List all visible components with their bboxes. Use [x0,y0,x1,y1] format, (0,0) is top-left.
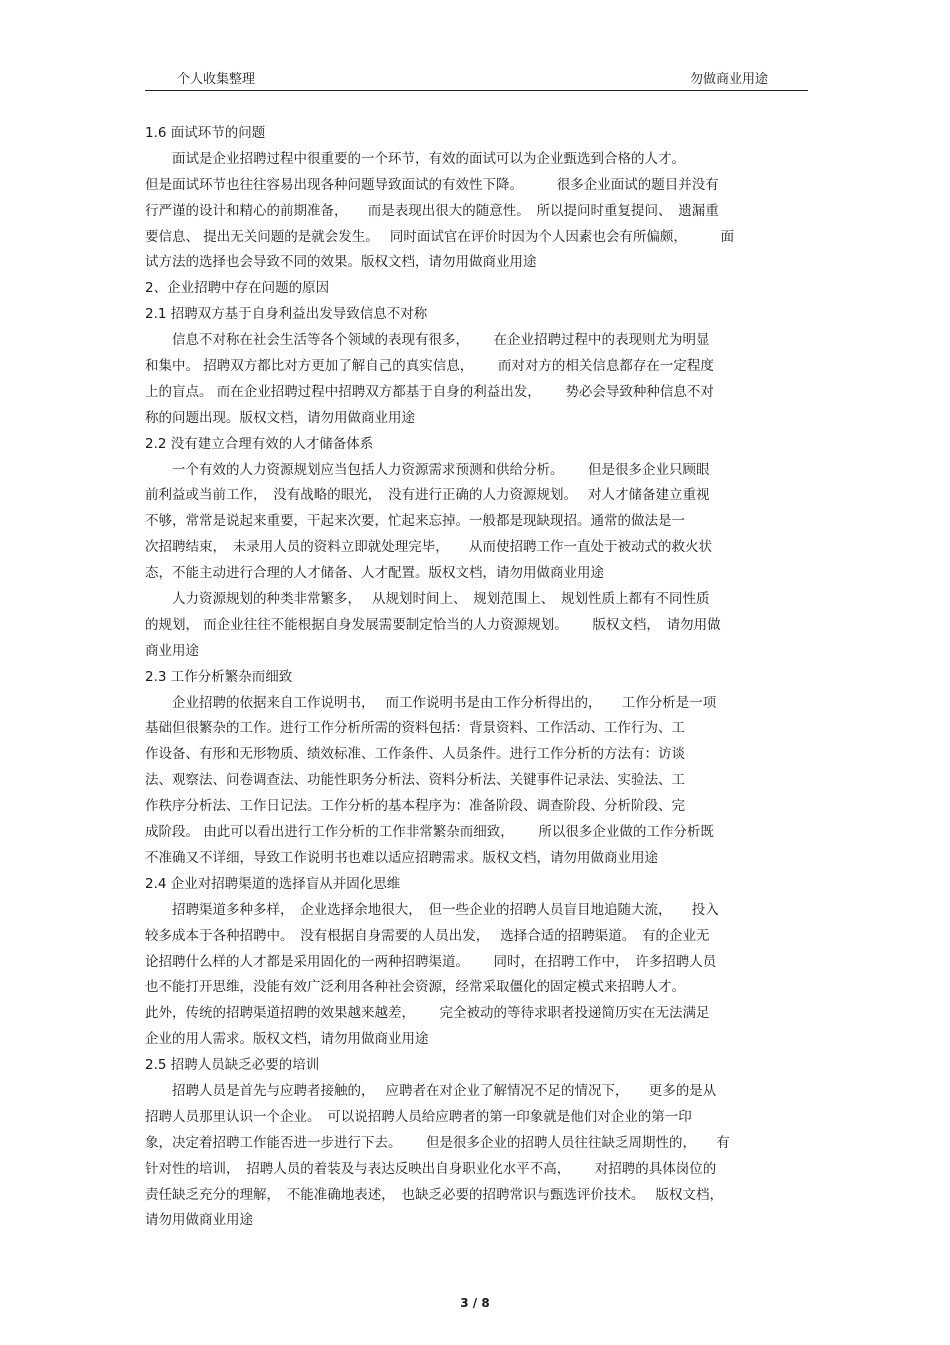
text-line: 面试是企业招聘过程中很重要的一个环节，有效的面试可以为企业甄选到合格的人才。 [145,150,685,167]
section-heading: 2.2 没有建立合理有效的人才储备体系 [145,435,374,452]
text-line: 成阶段。 由此可以看出进行工作分析的工作非常繁杂而细致， 所以很多企业做的工作分析既 [145,824,714,841]
text-line: 企业的用人需求。版权文档，请勿用做商业用途 [145,1031,429,1048]
paragraph [145,458,807,587]
section-heading: 2.5 招聘人员缺乏必要的培训 [145,1057,320,1074]
page-number: 3 / 8 [460,1296,490,1310]
text-line: 象，决定着招聘工作能否进一步进行下去。 但是很多企业的招聘人员往往缺乏周期性的， 有 [145,1134,730,1151]
text-line: 试方法的选择也会导致不同的效果。版权文档，请勿用做商业用途 [145,254,537,271]
header-left-text: 个人收集整理 [177,72,256,87]
text-line: 但是面试环节也往往容易出现各种问题导致面试的有效性下降。 很多企业面试的题目并没有 [145,176,719,193]
paragraph [145,1079,807,1234]
text-line: 责任缺乏充分的理解， 不能准确地表述， 也缺乏必要的招聘常识与甄选评价技术。 版权文档， [145,1186,724,1203]
text-line: 论招聘什么样的人才都是采用固化的一两种招聘渠道。 同时，在招聘工作中， 许多招聘人员 [145,953,717,970]
paragraph [145,587,807,665]
text-line: 针对性的培训， 招聘人员的着装及与表达反映出自身职业化水平不高， 对招聘的具体岗位的 [145,1160,717,1177]
text-line: 人力资源规划的种类非常繁多， 从规划时间上、 规划范围上、 规划性质上都有不同性质 [145,591,710,608]
text-line: 法、观察法、问卷调查法、功能性职务分析法、资料分析法、关键事件记录法、实验法、工 [145,772,685,789]
text-line: 上的盲点。 而在企业招聘过程中招聘双方都基于自身的利益出发， 势必会导致种种信息不对 [145,383,714,400]
paragraph [145,147,807,276]
section-heading: 2、企业招聘中存在问题的原因 [145,280,330,297]
section-heading: 2.1 招聘双方基于自身利益出发导致信息不对称 [145,306,428,323]
text-line: 一个有效的人力资源规划应当包括人力资源需求预测和供给分析。 但是很多企业只顾眼 [145,461,710,478]
text-line: 此外，传统的招聘渠道招聘的效果越来越差， 完全被动的等待求职者投递简历实在无法满足 [145,1005,710,1022]
paragraph [145,898,807,1053]
text-line: 称的问题出现。版权文档，请勿用做商业用途 [145,409,415,426]
text-line: 招聘人员那里认识一个企业。 可以说招聘人员给应聘者的第一印象就是他们对企业的第一印 [145,1108,692,1125]
text-line: 作秩序分析法、工作日记法。工作分析的基本程序为：准备阶段、调查阶段、分析阶段、完 [145,798,685,815]
text-line: 基础但很繁杂的工作。进行工作分析所需的资料包括：背景资料、工作活动、工作行为、工 [145,720,685,737]
text-line: 次招聘结束， 未录用人员的资料立即就处理完毕， 从而使招聘工作一直处于被动式的救火状 [145,539,712,556]
paragraph [145,691,807,872]
text-line: 企业招聘的依据来自工作说明书， 而工作说明书是由工作分析得出的， 工作分析是一项 [145,694,717,711]
text-line: 商业用途 [145,642,199,659]
header-right-text: 勿做商业用途 [689,72,768,87]
section-heading: 2.4 企业对招聘渠道的选择盲从并固化思维 [145,875,401,892]
text-line: 不准确又不详细，导致工作说明书也难以适应招聘需求。版权文档，请勿用做商业用途 [145,849,658,866]
text-line: 招聘渠道多种多样， 企业选择余地很大， 但一些企业的招聘人员盲目地追随大流， 投入 [145,901,719,918]
text-line: 的规划， 而企业往往不能根据自身发展需要制定恰当的人力资源规划。 版权文档， 请勿用做 [145,616,721,633]
document-body [145,121,807,1234]
page-header [145,60,808,91]
section-heading: 1.6 面试环节的问题 [145,125,266,141]
section-heading: 2.3 工作分析繁杂而细致 [145,668,293,685]
text-line: 和集中。 招聘双方都比对方更加了解自己的真实信息， 而对对方的相关信息都存在一定程度 [145,358,714,375]
text-line: 不够，常常是说起来重要，干起来次要，忙起来忘掉。一般都是现缺现招。通常的做法是一 [145,513,685,530]
text-line: 行严谨的设计和精心的前期准备， 而是表现出很大的随意性。 所以提问时重复提问、 遗漏重 [145,202,719,219]
text-line: 招聘人员是首先与应聘者接触的， 应聘者在对企业了解情况不足的情况下， 更多的是从 [145,1082,717,1099]
text-line: 信息不对称在社会生活等各个领域的表现有很多， 在企业招聘过程中的表现则尤为明显 [145,332,710,349]
text-line: 作设备、有形和无形物质、绩效标准、工作条件、人员条件。进行工作分析的方法有：访谈 [145,746,685,763]
text-line: 前利益或当前工作， 没有战略的眼光， 没有进行正确的人力资源规划。 对人才储备建立重视 [145,487,710,504]
text-line: 态，不能主动进行合理的人才储备、人才配置。版权文档，请勿用做商业用途 [145,565,604,582]
text-line: 请勿用做商业用途 [145,1212,253,1229]
paragraph [145,328,807,432]
text-line: 也不能打开思维，没能有效广泛利用各种社会资源，经常采取僵化的固定模式来招聘人才。 [145,979,685,996]
text-line: 要信息、 提出无关问题的是就会发生。 同时面试官在评价时因为个人因素也会有所偏颇， 面 [145,228,735,245]
text-line: 较多成本于各种招聘中。 没有根据自身需要的人员出发， 选择合适的招聘渠道。 有的企业无 [145,927,710,944]
